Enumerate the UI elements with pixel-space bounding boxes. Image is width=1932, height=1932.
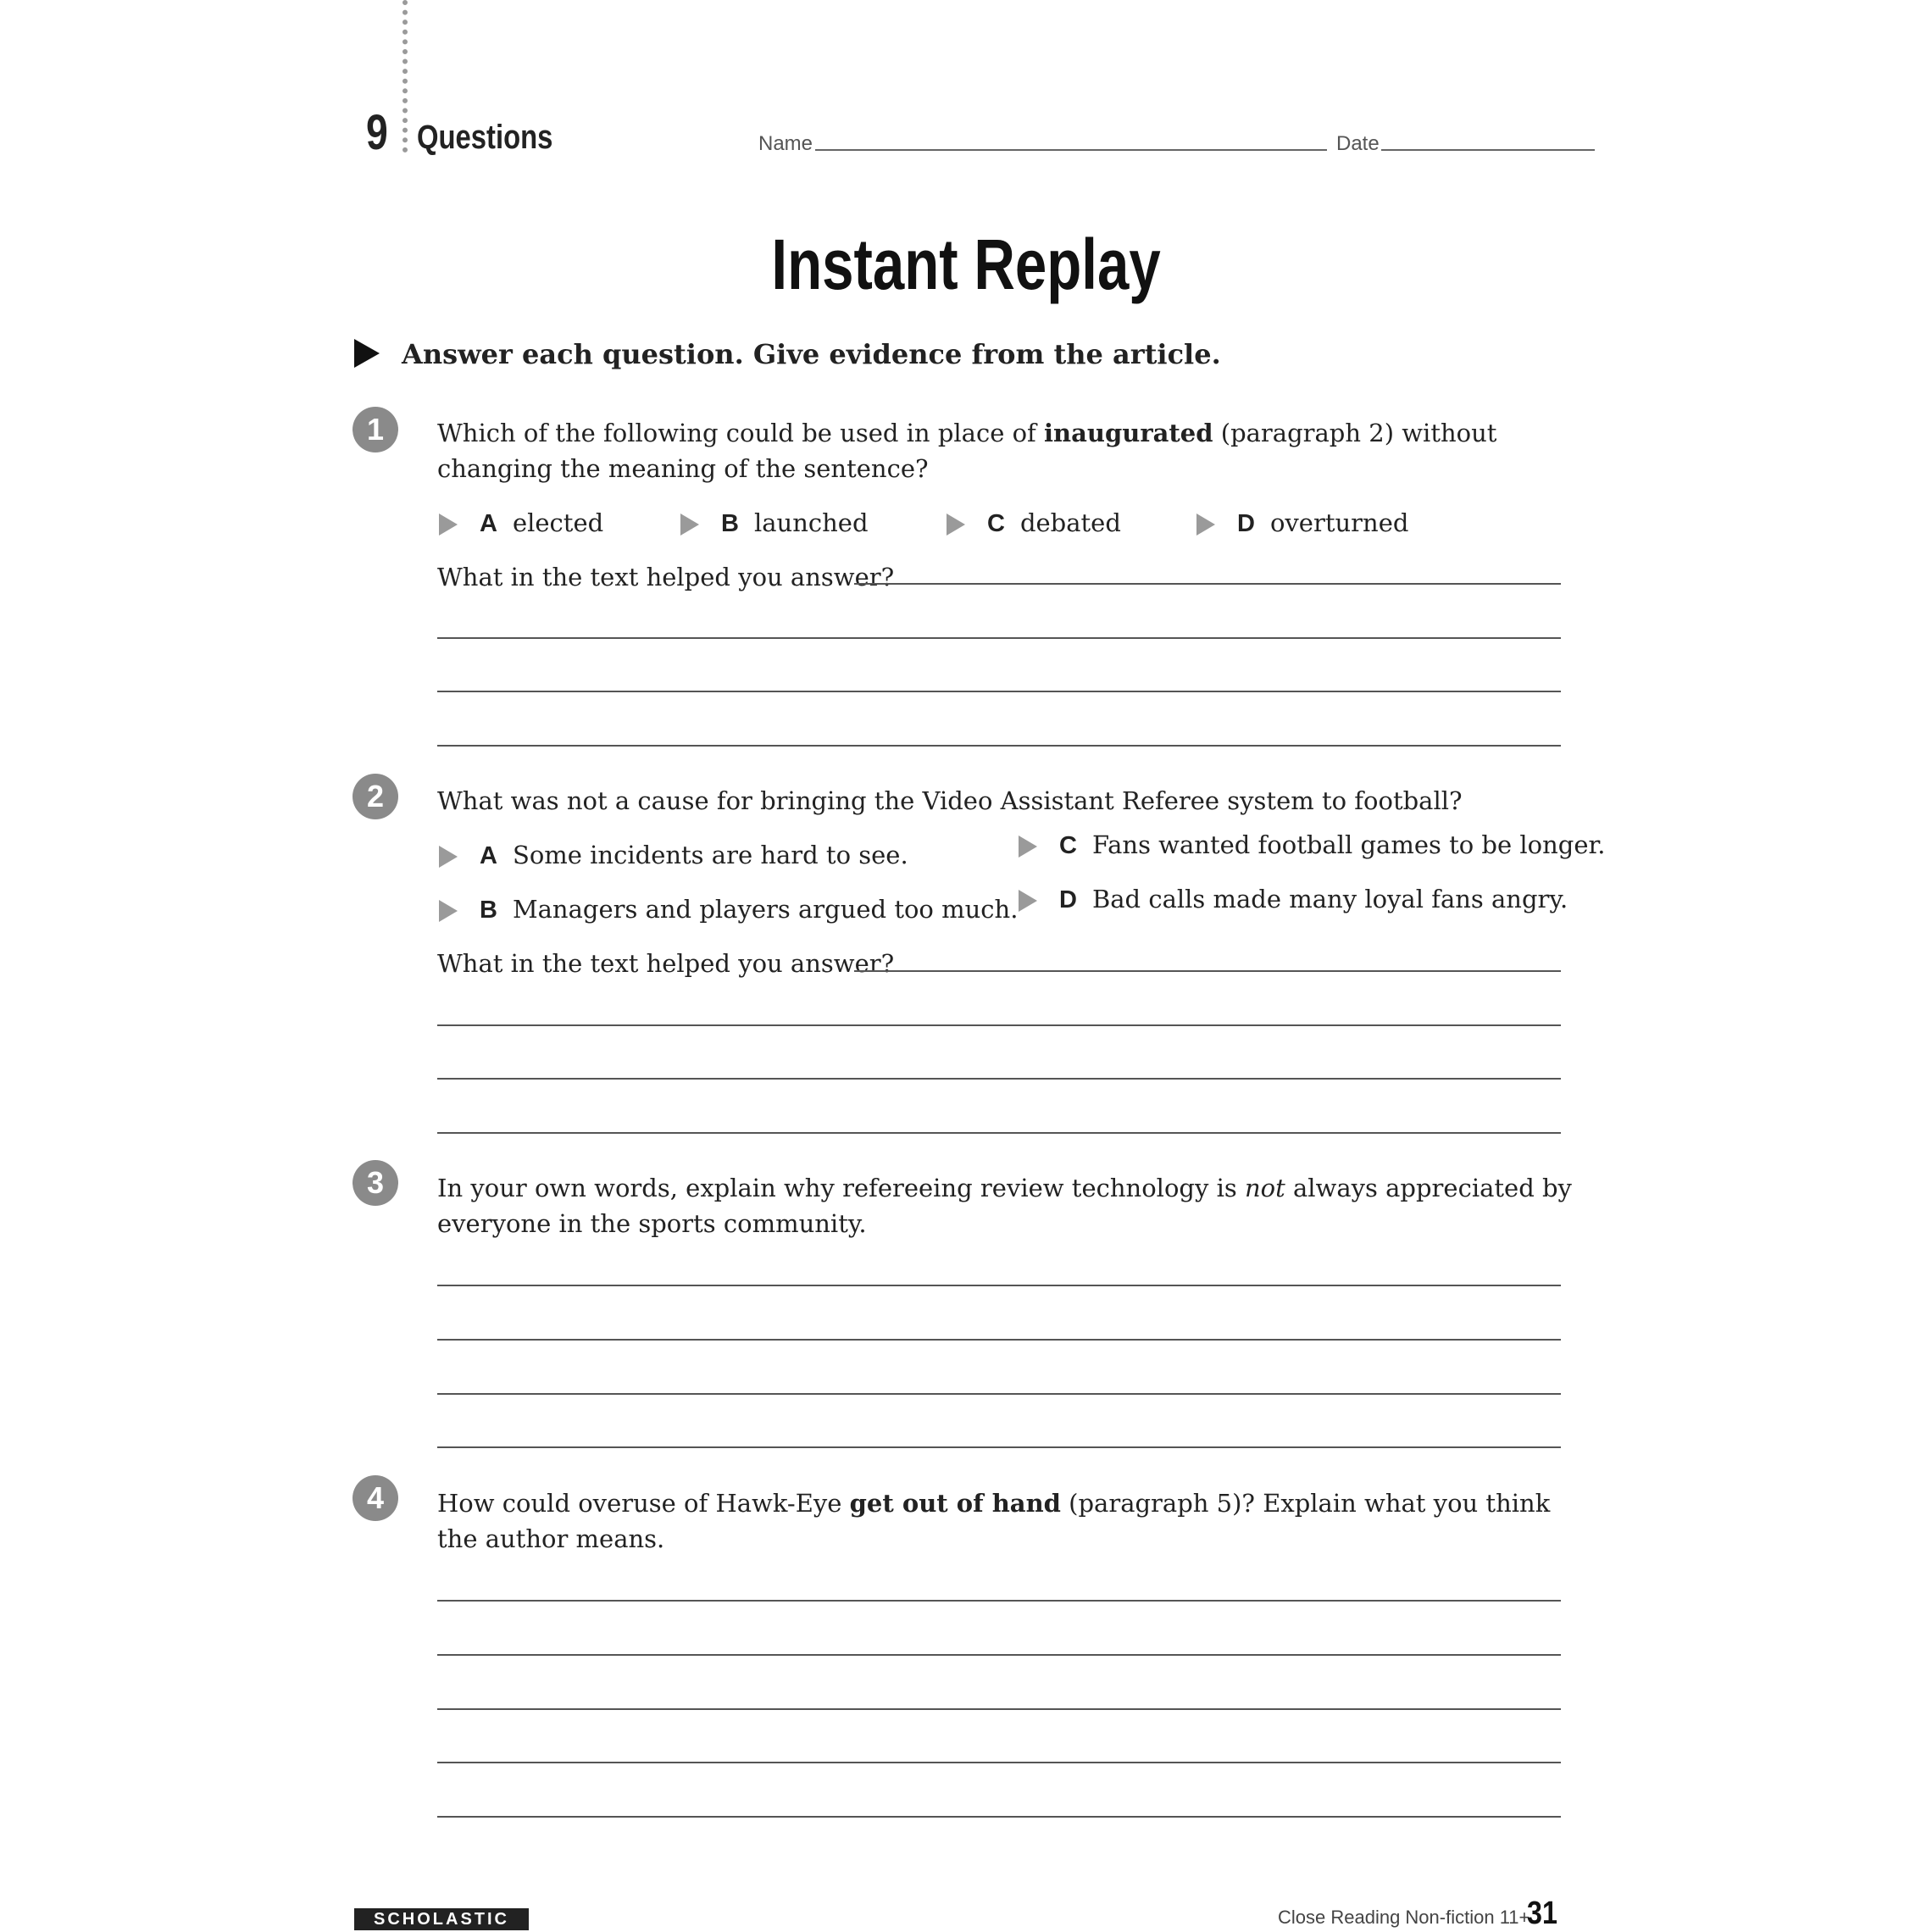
- question-1-number: 1: [353, 407, 398, 452]
- page-number: 31: [1527, 1896, 1557, 1931]
- question-4-text: How could overuse of Hawk-Eye get out of hand (paragraph 5)? Explain what you think the author means.: [437, 1489, 1551, 1553]
- answer-line[interactable]: [437, 1078, 1561, 1080]
- answer-line[interactable]: [854, 970, 1561, 972]
- question-1-option-a[interactable]: A elected: [439, 506, 603, 541]
- question-1-text: Which of the following could be used in place of inaugurated (paragraph 2) without changing the meaning of the sentence?: [437, 419, 1497, 483]
- answer-line[interactable]: [437, 745, 1561, 747]
- answer-line[interactable]: [437, 1762, 1561, 1763]
- answer-line[interactable]: [437, 1600, 1561, 1602]
- question-1-help-label: What in the text helped you answer?: [437, 563, 895, 591]
- name-field[interactable]: [815, 149, 1327, 151]
- option-arrow-icon: [1019, 836, 1037, 858]
- answer-line[interactable]: [437, 1024, 1561, 1026]
- instruction-text: Answer each question. Give evidence from the article.: [402, 338, 1221, 370]
- answer-line[interactable]: [437, 1285, 1561, 1286]
- date-label: Date: [1336, 132, 1380, 155]
- answer-line[interactable]: [854, 583, 1561, 585]
- question-1-option-b[interactable]: B launched: [680, 506, 869, 541]
- instruction-arrow-icon: [354, 339, 380, 368]
- answer-line[interactable]: [437, 1132, 1561, 1134]
- date-field[interactable]: [1381, 149, 1595, 151]
- question-3-text: In your own words, explain why refereeing review technology is not always appreciated by everyone in the sports community.: [437, 1174, 1572, 1238]
- answer-line[interactable]: [437, 637, 1561, 639]
- page-title: Instant Replay: [771, 225, 1161, 304]
- option-arrow-icon: [680, 514, 699, 536]
- answer-line[interactable]: [437, 1393, 1561, 1395]
- question-2-option-b[interactable]: B Managers and players argued too much.: [439, 892, 1018, 927]
- question-2-number: 2: [353, 774, 398, 819]
- option-arrow-icon: [1019, 890, 1037, 912]
- question-2-option-a[interactable]: A Some incidents are hard to see.: [439, 838, 908, 873]
- name-label: Name: [758, 132, 813, 155]
- answer-line[interactable]: [437, 1654, 1561, 1656]
- option-arrow-icon: [439, 846, 458, 868]
- unit-label: Questions: [417, 119, 553, 156]
- option-arrow-icon: [947, 514, 965, 536]
- question-2-text: What was not a cause for bringing the Video Assistant Referee system to football?: [437, 786, 1463, 815]
- question-1-option-d[interactable]: D overturned: [1196, 506, 1408, 541]
- option-arrow-icon: [439, 900, 458, 922]
- question-1-option-c[interactable]: C debated: [947, 506, 1121, 541]
- answer-line[interactable]: [437, 1339, 1561, 1341]
- answer-line[interactable]: [437, 1708, 1561, 1710]
- unit-number: 9: [366, 105, 388, 160]
- question-2-option-c[interactable]: C Fans wanted football games to be longer.: [1019, 828, 1605, 863]
- question-4-number: 4: [353, 1475, 398, 1521]
- option-arrow-icon: [1196, 514, 1215, 536]
- question-3-number: 3: [353, 1160, 398, 1206]
- book-title: Close Reading Non-fiction 11+: [1278, 1907, 1530, 1928]
- header-dotted-divider: [402, 0, 408, 153]
- question-2-option-d[interactable]: D Bad calls made many loyal fans angry.: [1019, 882, 1568, 917]
- answer-line[interactable]: [437, 691, 1561, 692]
- question-2-help-label: What in the text helped you answer?: [437, 949, 895, 978]
- publisher-logo: SCHOLASTIC: [354, 1908, 529, 1930]
- answer-line[interactable]: [437, 1816, 1561, 1818]
- answer-line[interactable]: [437, 1446, 1561, 1448]
- option-arrow-icon: [439, 514, 458, 536]
